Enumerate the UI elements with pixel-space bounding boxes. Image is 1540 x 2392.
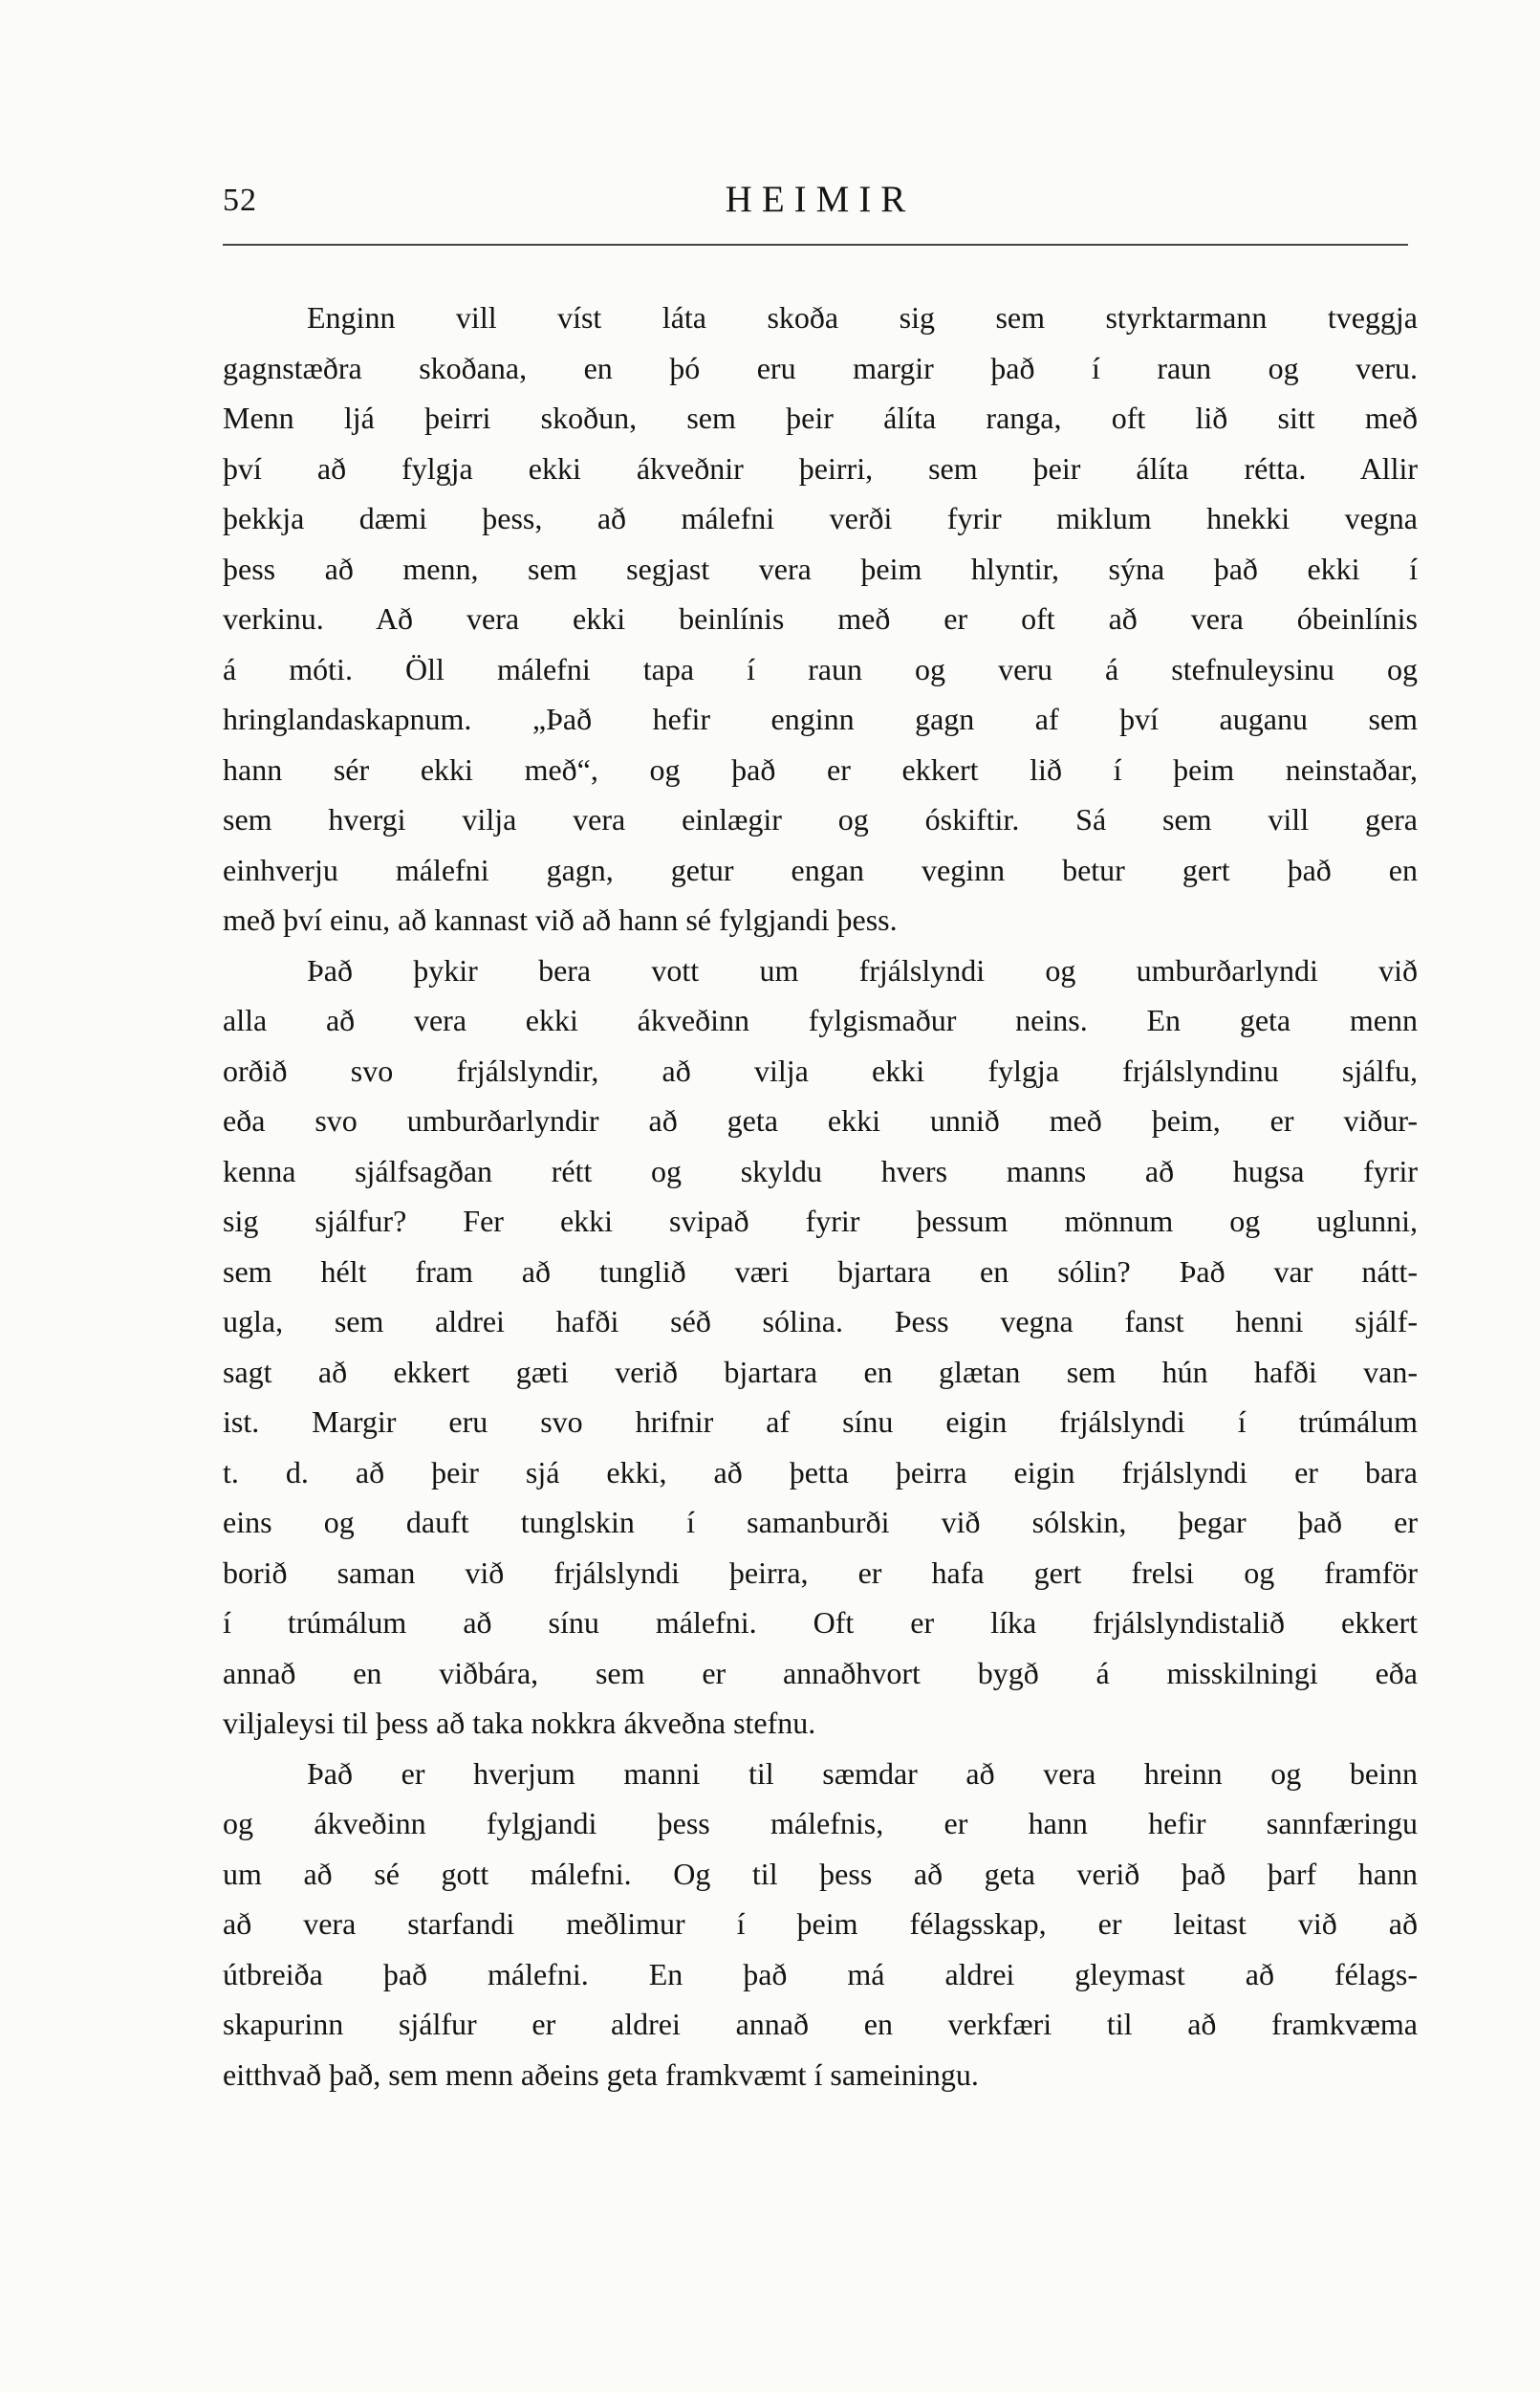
text-line: Enginn vill víst láta skoða sig sem styrktarmann tveggja: [307, 300, 1418, 335]
text-line: sagt að ekkert gæti verið bjartara en glætan sem hún hafði van-: [223, 1354, 1418, 1389]
text-line: þess að menn, sem segjast vera þeim hlyntir, sýna það ekki í: [223, 551, 1418, 586]
page-number: 52: [223, 183, 257, 218]
paragraph-2: [223, 946, 1418, 1749]
body-text: [223, 293, 1418, 2099]
text-line: og ákveðinn fylgjandi þess málefnis, er hann hefir sannfæringu: [223, 1806, 1418, 1840]
text-line: eitthvað það, sem menn aðeins geta framkvæmt í sameiningu.: [223, 2056, 979, 2092]
text-line: annað en viðbára, sem er annaðhvort bygð á misskilningi eða: [223, 1655, 1418, 1690]
text-line: borið saman við frjálslyndi þeirra, er hafa gert frelsi og framför: [223, 1555, 1418, 1590]
text-line: sig sjálfur? Fer ekki svipað fyrir þessum mönnum og uglunni,: [223, 1204, 1418, 1238]
text-line: með því einu, að kannast við að hann sé fylgjandi þess.: [223, 902, 898, 937]
text-line: orðið svo frjálslyndir, að vilja ekki fylgja frjálslyndinu sjálfu,: [223, 1053, 1418, 1088]
text-line: um að sé gott málefni. Og til þess að geta verið það þarf hann: [223, 1856, 1418, 1891]
text-line: Það þykir bera vott um frjálslyndi og umburðarlyndi við: [307, 952, 1418, 988]
text-line: einhverju málefni gagn, getur engan veginn betur gert það en: [223, 852, 1418, 887]
text-line: sem hvergi vilja vera einlægir og óskiftir. Sá sem vill gera: [223, 802, 1418, 837]
running-head: [223, 179, 1418, 239]
text-line: t. d. að þeir sjá ekki, að þetta þeirra eigin frjálslyndi er bara: [223, 1454, 1418, 1490]
text-line: eða svo umburðarlyndir að geta ekki unnið með þeim, er viður-: [223, 1103, 1418, 1138]
text-line: Það er hverjum manni til sæmdar að vera hreinn og beinn: [307, 1755, 1418, 1791]
header-rule: [223, 244, 1408, 246]
paragraph-1: [223, 293, 1418, 946]
text-line: í trúmálum að sínu málefni. Oft er líka frjálslyndistalið ekkert: [223, 1605, 1418, 1640]
text-line: gagnstæðra skoðana, en þó eru margir það í raun og veru.: [223, 350, 1418, 385]
running-title: HEIMIR: [725, 179, 916, 220]
text-line: kenna sjálfsagðan rétt og skyldu hvers manns að hugsa fyrir: [223, 1153, 1418, 1188]
text-line: hringlandaskapnum. „Það hefir enginn gagn af því auganu sem: [223, 702, 1418, 736]
text-line: útbreiða það málefni. En það má aldrei gleymast að félags-: [223, 1956, 1418, 1991]
paragraph-3: [223, 1749, 1418, 2100]
text-line: þekkja dæmi þess, að málefni verði fyrir miklum hnekki vegna: [223, 501, 1418, 535]
text-line: á móti. Öll málefni tapa í raun og veru á stefnuleysinu og: [223, 651, 1418, 686]
text-line: hann sér ekki með“, og það er ekkert lið í þeim neinstaðar,: [223, 751, 1418, 787]
text-line: ist. Margir eru svo hrifnir af sínu eigin frjálslyndi í trúmálum: [223, 1404, 1418, 1439]
text-line: alla að vera ekki ákveðinn fylgismaður neins. En geta menn: [223, 1003, 1418, 1037]
text-line: sem hélt fram að tunglið væri bjartara en sólin? Það var nátt-: [223, 1253, 1418, 1289]
text-line: viljaleysi til þess að taka nokkra ákveðna stefnu.: [223, 1706, 816, 1740]
text-line: skapurinn sjálfur er aldrei annað en verkfæri til að framkvæma: [223, 2007, 1418, 2041]
text-line: því að fylgja ekki ákveðnir þeirri, sem þeir álíta rétta. Allir: [223, 450, 1418, 486]
text-line: ugla, sem aldrei hafði séð sólina. Þess vegna fanst henni sjálf-: [223, 1304, 1418, 1338]
text-line: verkinu. Að vera ekki beinlínis með er oft að vera óbeinlínis: [223, 601, 1418, 636]
text-line: að vera starfandi meðlimur í þeim félagsskap, er leitast við að: [223, 1906, 1418, 1941]
text-line: Menn ljá þeirri skoðun, sem þeir álíta ranga, oft lið sitt með: [223, 401, 1418, 435]
text-line: eins og dauft tunglskin í samanburði við sólskin, þegar það er: [223, 1505, 1418, 1539]
